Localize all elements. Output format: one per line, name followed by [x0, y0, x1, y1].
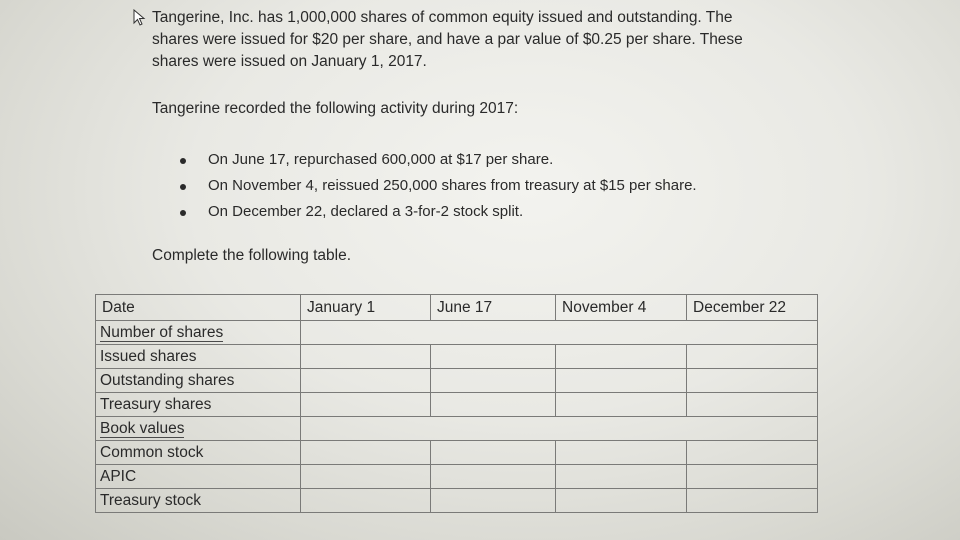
treasury-stock-december-22-cell[interactable] — [687, 489, 818, 513]
treasury-shares-january-1-cell[interactable] — [301, 393, 431, 417]
table-row-common-stock — [96, 441, 818, 465]
apic-june-17-cell[interactable] — [431, 465, 556, 489]
row-label-treasury-stock: Treasury stock — [96, 489, 301, 513]
treasury-stock-january-1-cell[interactable] — [301, 489, 431, 513]
treasury-shares-december-22-cell[interactable] — [687, 393, 818, 417]
header-january-1: January 1 — [301, 295, 431, 321]
table-row-treasury-stock — [96, 489, 818, 513]
activity-item: On November 4, reissued 250,000 shares from treasury at $15 per share. — [180, 174, 697, 200]
common-stock-november-4-cell[interactable] — [556, 441, 687, 465]
section-number-of-shares-label: Number of shares — [100, 323, 224, 341]
row-label-treasury-shares: Treasury shares — [96, 393, 301, 417]
cursor-arrow-icon — [133, 9, 149, 27]
treasury-shares-june-17-cell[interactable] — [431, 393, 556, 417]
header-june-17: June 17 — [431, 295, 556, 321]
table-row-outstanding-shares — [96, 369, 818, 393]
table-header-row — [96, 295, 818, 321]
intro-line-2: shares were issued for $20 per share, and have a par value of $0.25 per share. These — [152, 31, 743, 48]
section-spacer-cell — [301, 321, 431, 345]
treasury-shares-november-4-cell[interactable] — [556, 393, 687, 417]
table-row-issued-shares — [96, 345, 818, 369]
table-row-section-book-values — [96, 417, 818, 441]
section-spacer-cell — [431, 321, 556, 345]
table-row-treasury-shares — [96, 393, 818, 417]
header-december-22: December 22 — [687, 295, 818, 321]
section-spacer-cell — [687, 321, 818, 345]
table-row-section-shares — [96, 321, 818, 345]
shares-table — [95, 294, 818, 513]
section-spacer-cell — [556, 417, 687, 441]
section-number-of-shares — [96, 321, 301, 345]
activity-heading: Tangerine recorded the following activity during 2017: — [152, 100, 519, 117]
instruction-text: Complete the following table. — [152, 247, 352, 264]
apic-november-4-cell[interactable] — [556, 465, 687, 489]
activity-item: On June 17, repurchased 600,000 at $17 per share. — [180, 148, 697, 174]
issued-shares-january-1-cell[interactable] — [301, 345, 431, 369]
treasury-stock-november-4-cell[interactable] — [556, 489, 687, 513]
table-row-apic — [96, 465, 818, 489]
common-stock-december-22-cell[interactable] — [687, 441, 818, 465]
intro-line-1: Tangerine, Inc. has 1,000,000 shares of common equity issued and outstanding. The — [152, 9, 733, 26]
outstanding-shares-november-4-cell[interactable] — [556, 369, 687, 393]
treasury-stock-june-17-cell[interactable] — [431, 489, 556, 513]
section-spacer-cell — [431, 417, 556, 441]
row-label-issued-shares: Issued shares — [96, 345, 301, 369]
common-stock-june-17-cell[interactable] — [431, 441, 556, 465]
section-book-values-label: Book values — [100, 419, 185, 437]
outstanding-shares-june-17-cell[interactable] — [431, 369, 556, 393]
issued-shares-june-17-cell[interactable] — [431, 345, 556, 369]
section-spacer-cell — [687, 417, 818, 441]
row-label-outstanding-shares: Outstanding shares — [96, 369, 301, 393]
shares-table-container — [95, 294, 818, 513]
apic-december-22-cell[interactable] — [687, 465, 818, 489]
intro-line-3: shares were issued on January 1, 2017. — [152, 53, 427, 70]
outstanding-shares-december-22-cell[interactable] — [687, 369, 818, 393]
problem-intro — [152, 7, 812, 73]
row-label-apic: APIC — [96, 465, 301, 489]
outstanding-shares-january-1-cell[interactable] — [301, 369, 431, 393]
header-date: Date — [96, 295, 301, 321]
common-stock-january-1-cell[interactable] — [301, 441, 431, 465]
header-november-4: November 4 — [556, 295, 687, 321]
row-label-common-stock: Common stock — [96, 441, 301, 465]
apic-january-1-cell[interactable] — [301, 465, 431, 489]
activity-item: On December 22, declared a 3-for-2 stock split. — [180, 200, 697, 226]
section-spacer-cell — [301, 417, 431, 441]
activity-list — [180, 148, 697, 226]
issued-shares-november-4-cell[interactable] — [556, 345, 687, 369]
section-book-values — [96, 417, 301, 441]
issued-shares-december-22-cell[interactable] — [687, 345, 818, 369]
section-spacer-cell — [556, 321, 687, 345]
